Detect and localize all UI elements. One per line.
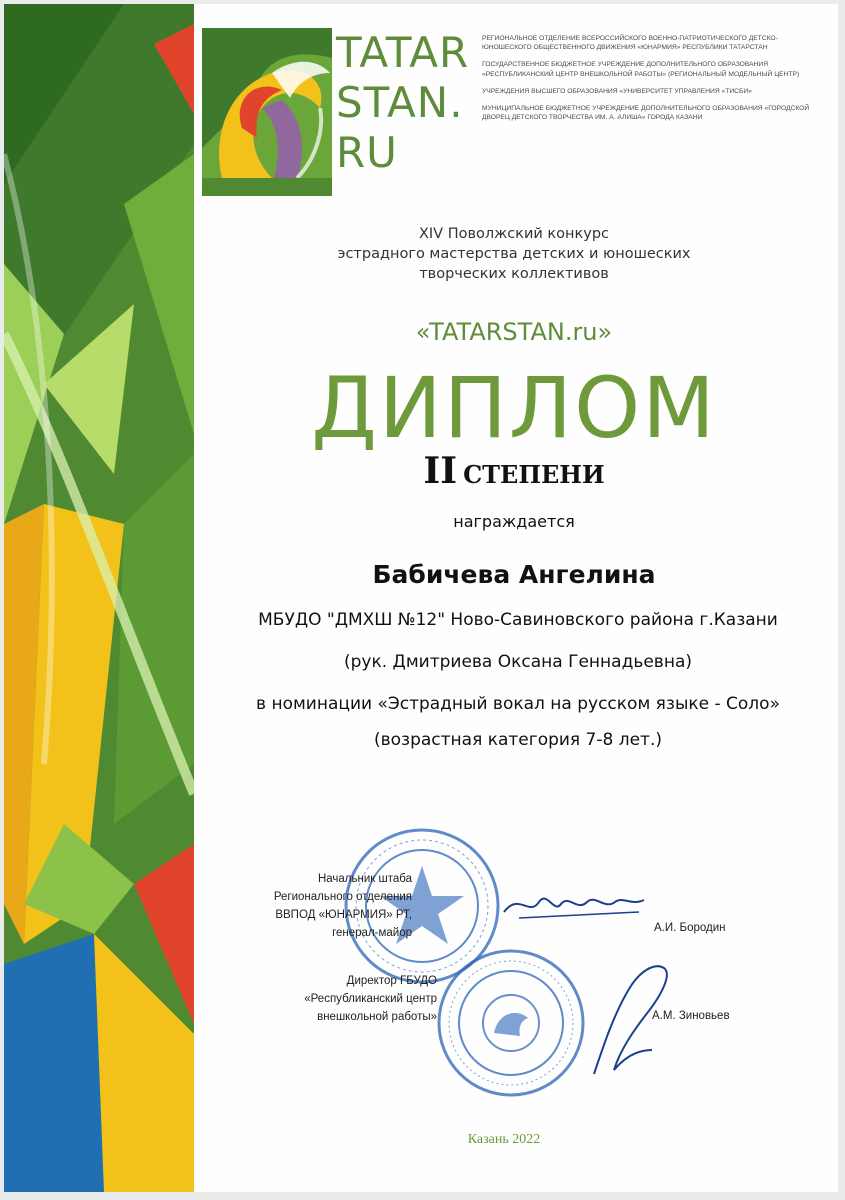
recipient-name: Бабичева Ангелина bbox=[372, 560, 656, 589]
role-line: Начальник штаба bbox=[317, 873, 412, 885]
role-line: генерал-майор bbox=[332, 927, 412, 939]
signatory-name: А.М. Зиновьев bbox=[652, 1010, 730, 1022]
contest-line: эстрадного мастерства детских и юношеских bbox=[337, 246, 691, 262]
degree-word: СТЕПЕНИ bbox=[463, 460, 605, 489]
brand-line: TATAR bbox=[336, 28, 470, 77]
organizer-item: МУНИЦИПАЛЬНОЕ БЮДЖЕТНОЕ УЧРЕЖДЕНИЕ ДОПОЛНИТЕЛЬНОГО ОБРАЗОВАНИЯ «ГОРОДСКОЙ ДВОРЕЦ ДЕТСКОГО ТВОРЧЕСТВА ИМ. А. АЛИША» ГОРОДА КАЗАНИ bbox=[482, 105, 810, 122]
diploma-sheet bbox=[4, 4, 838, 1192]
contest-line: творческих коллективов bbox=[419, 266, 609, 282]
school-line: МБУДО "ДМХШ №12" Ново-Савиновского района г.Казани bbox=[258, 610, 778, 630]
role-line: внешкольной работы» bbox=[317, 1011, 437, 1023]
signatory-role bbox=[252, 870, 412, 942]
republic-center-stamp bbox=[436, 948, 586, 1098]
contest-line: XIV Поволжский конкурс bbox=[418, 226, 610, 242]
brand-line: RU bbox=[336, 128, 398, 177]
degree-line bbox=[204, 450, 824, 492]
role-line: Регионального отделения bbox=[273, 891, 412, 903]
signatory-role bbox=[252, 972, 437, 1026]
organizers-list bbox=[482, 34, 812, 130]
decorative-side-art bbox=[4, 4, 194, 1192]
role-line: ВВПОД «ЮНАРМИЯ» РТ, bbox=[275, 909, 412, 921]
contest-title bbox=[204, 224, 824, 284]
awarded-label: награждается bbox=[453, 512, 575, 531]
contest-brand: «TATARSTAN.ru» bbox=[415, 318, 613, 346]
brand-line: STAN. bbox=[336, 78, 464, 127]
role-line: «Республиканский центр bbox=[304, 993, 437, 1005]
organizer-item: РЕГИОНАЛЬНОЕ ОТДЕЛЕНИЕ ВСЕРОССИЙСКОГО ВОЕННО-ПАТРИОТИЧЕСКОГО ДЕТСКО-ЮНОШЕСКОГО ОБЩЕСТВЕННОГО ДВИЖЕНИЯ «ЮНАРМИЯ» РЕСПУБЛИКИ ТАТАРСТАН bbox=[482, 35, 778, 52]
city-year: Казань 2022 bbox=[467, 1132, 541, 1147]
age-category-line: (возрастная категория 7-8 лет.) bbox=[374, 730, 662, 750]
signature-borodin bbox=[499, 872, 649, 932]
tatarstan-ru-logo bbox=[202, 28, 332, 196]
degree-roman: II bbox=[423, 450, 458, 492]
nomination-line: в номинации «Эстрадный вокал на русском языке - Соло» bbox=[256, 694, 780, 714]
brand-wordmark bbox=[336, 28, 469, 178]
organizer-item: УЧРЕЖДЕНИЯ ВЫСШЕГО ОБРАЗОВАНИЯ «УНИВЕРСИТЕТ УПРАВЛЕНИЯ «ТИСБИ» bbox=[482, 87, 752, 95]
signatory-name: А.И. Бородин bbox=[654, 922, 726, 934]
organizer-item: ГОСУДАРСТВЕННОЕ БЮДЖЕТНОЕ УЧРЕЖДЕНИЕ ДОПОЛНИТЕЛЬНОГО ОБРАЗОВАНИЯ «РЕСПУБЛИКАНСКИЙ ЦЕНТР ВНЕШКОЛЬНОЙ РАБОТЫ» (РЕГИОНАЛЬНЫЙ МОДЕЛЬНЫЙ ЦЕНТР) bbox=[482, 61, 800, 78]
teacher-line: (рук. Дмитриева Оксана Геннадьевна) bbox=[344, 652, 692, 672]
diploma-title: ДИПЛОМ bbox=[311, 359, 717, 457]
role-line: Директор ГБУДО bbox=[346, 975, 437, 987]
